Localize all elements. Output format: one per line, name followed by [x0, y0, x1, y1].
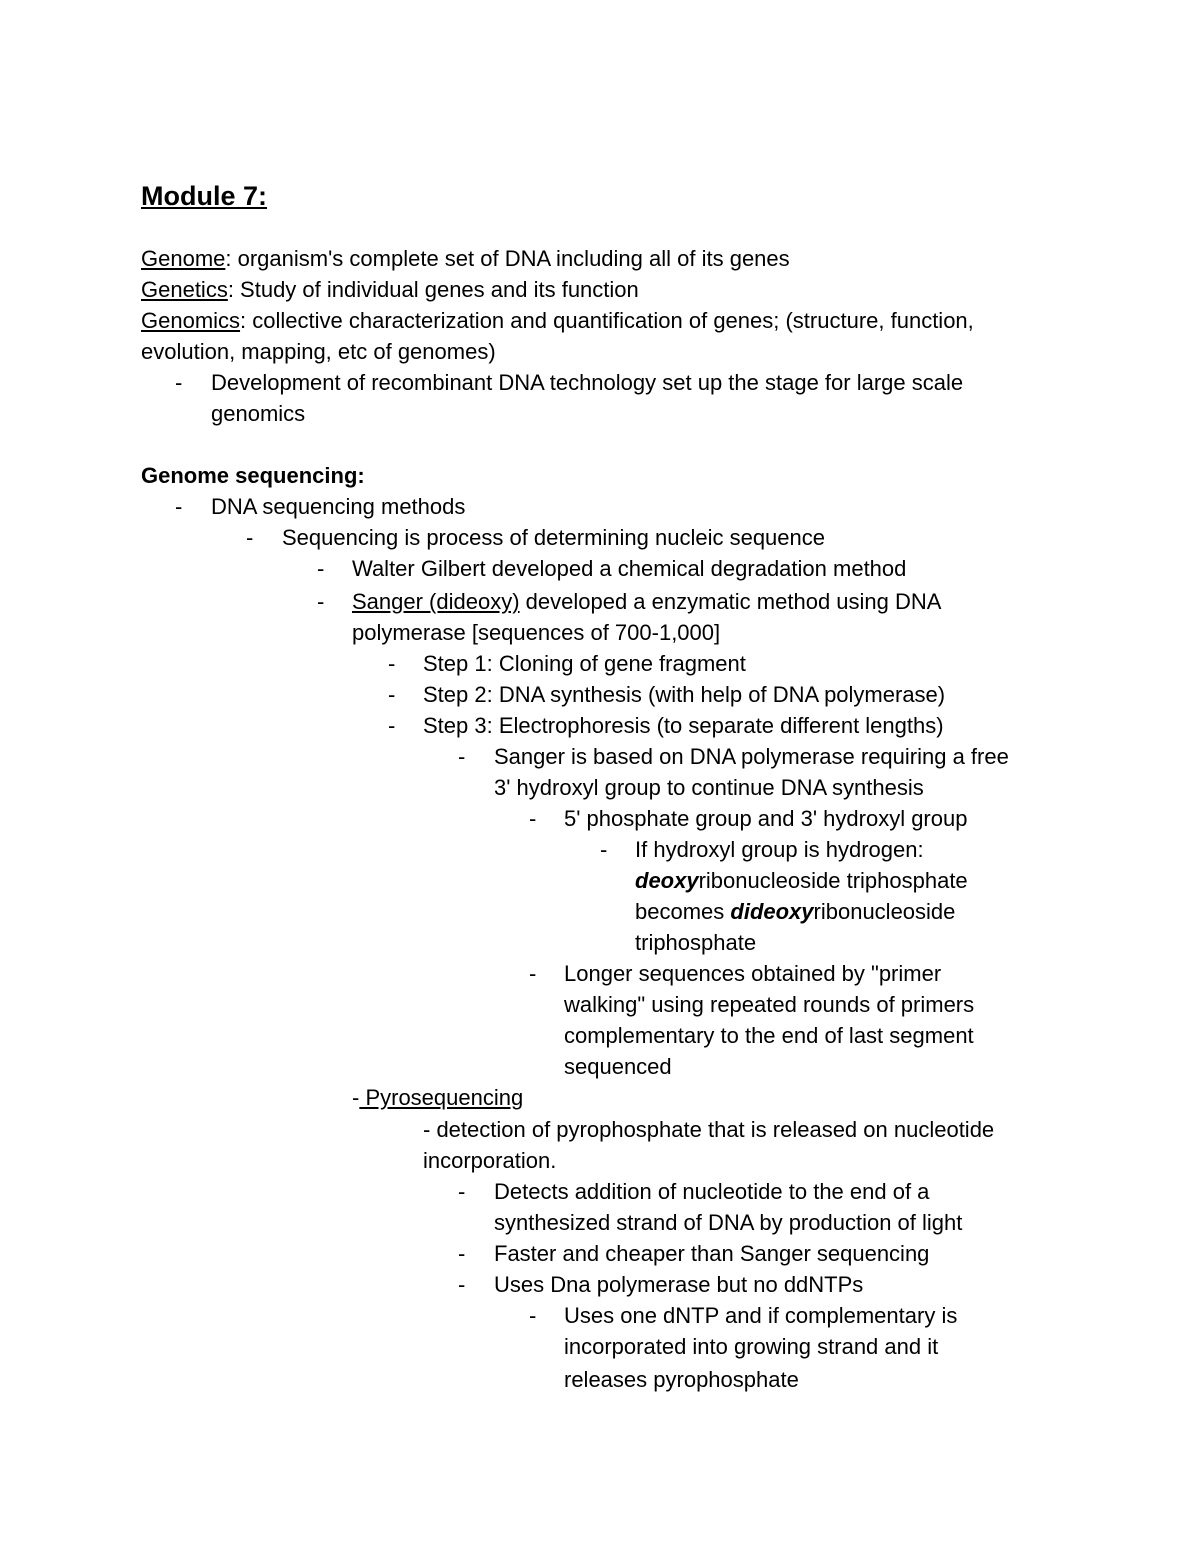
gilbert-line: Walter Gilbert developed a chemical degradation method	[352, 556, 907, 581]
hydroxyl-line-3	[635, 899, 955, 925]
bullet-dash: -	[529, 961, 537, 986]
sanger-line-2: polymerase [sequences of 700-1,000]	[352, 620, 721, 645]
dntp-line-1: Uses one dNTP and if complementary is	[564, 1303, 958, 1328]
bullet-dash: -	[458, 1241, 466, 1266]
hydroxyl-line-1: If hydroxyl group is hydrogen:	[635, 837, 924, 862]
hydroxyl-line-4: triphosphate	[635, 930, 757, 955]
pyro-point-1-line-1: Detects addition of nucleotide to the end of a	[494, 1179, 930, 1204]
bullet-dash: -	[458, 1272, 466, 1297]
bullet-dash: -	[458, 1179, 466, 1204]
definition-genetics	[141, 277, 639, 303]
page-title: Module 7:	[141, 181, 267, 211]
term-genome: Genome	[141, 246, 226, 271]
definition-text: : collective characterization and quantification of genes; (structure, function,	[240, 308, 974, 333]
sanger-label: Sanger (dideoxy)	[352, 589, 520, 614]
sanger-basis-line-2: 3' hydroxyl group to continue DNA synthesis	[494, 775, 924, 800]
methods-line: DNA sequencing methods	[211, 494, 466, 519]
bullet-dash: -	[388, 651, 396, 676]
primer-line-3: complementary to the end of last segment	[564, 1023, 974, 1048]
term-genomics: Genomics	[141, 308, 241, 333]
pyro-detect-line-2: incorporation.	[423, 1148, 557, 1173]
recombinant-line-2: genomics	[211, 401, 306, 426]
process-line: Sequencing is process of determining nucleic sequence	[282, 525, 825, 550]
deoxy-term: deoxy	[635, 868, 699, 893]
sanger-line	[352, 589, 941, 615]
definition-genomics	[141, 308, 974, 334]
bullet-dash: -	[175, 370, 183, 395]
primer-line-2: walking" using repeated rounds of primers	[564, 992, 975, 1017]
step-2: Step 2: DNA synthesis (with help of DNA polymerase)	[423, 682, 946, 707]
bullet-dash: -	[175, 494, 183, 519]
hydroxyl-rest-2: ribonucleoside	[813, 899, 956, 924]
bullet-dash: -	[529, 1303, 537, 1328]
dntp-line-3: releases pyrophosphate	[564, 1367, 799, 1392]
bullet-dash: -	[600, 837, 608, 862]
bullet-dash: -	[458, 744, 466, 769]
step-3: Step 3: Electrophoresis (to separate different lengths)	[423, 713, 944, 738]
becomes-text: becomes	[635, 899, 731, 924]
bullet-dash: -	[388, 682, 396, 707]
sanger-basis-line-1: Sanger is based on DNA polymerase requiring a free	[494, 744, 1009, 769]
step-1: Step 1: Cloning of gene fragment	[423, 651, 746, 676]
definition-text: : organism's complete set of DNA including all of its genes	[225, 246, 790, 271]
bullet-dash: -	[246, 525, 254, 550]
term-genetics: Genetics	[141, 277, 228, 302]
hydroxyl-line-2	[635, 868, 968, 894]
pyrosequencing-heading	[352, 1085, 523, 1111]
recombinant-line-1: Development of recombinant DNA technology set up the stage for large scale	[211, 370, 964, 395]
bullet-dash: -	[317, 589, 325, 614]
definition-genomics-continued: evolution, mapping, etc of genomes)	[141, 339, 496, 364]
definition-text: : Study of individual genes and its function	[227, 277, 639, 302]
pyro-dash: -	[352, 1085, 360, 1110]
primer-line-1: Longer sequences obtained by "primer	[564, 961, 942, 986]
definition-genome	[141, 246, 790, 272]
bullet-dash: -	[529, 806, 537, 831]
pyro-point-1-line-2: synthesized strand of DNA by production of light	[494, 1210, 963, 1235]
pyro-detect-line-1: - detection of pyrophosphate that is released on nucleotide	[423, 1117, 995, 1142]
bullet-dash: -	[317, 556, 325, 581]
pyro-point-3: Uses Dna polymerase but no ddNTPs	[494, 1272, 864, 1297]
sanger-text: developed a enzymatic method using DNA	[519, 589, 942, 614]
section-heading: Genome sequencing:	[141, 463, 365, 488]
pyro-point-2: Faster and cheaper than Sanger sequencing	[494, 1241, 930, 1266]
pyro-label: Pyrosequencing	[359, 1085, 524, 1110]
dntp-line-2: incorporated into growing strand and it	[564, 1334, 939, 1359]
bullet-dash: -	[388, 713, 396, 738]
phosphate-line: 5' phosphate group and 3' hydroxyl group	[564, 806, 968, 831]
primer-line-4: sequenced	[564, 1054, 672, 1079]
dideoxy-term: dideoxy	[730, 899, 814, 924]
hydroxyl-rest-1: ribonucleoside triphosphate	[698, 868, 968, 893]
